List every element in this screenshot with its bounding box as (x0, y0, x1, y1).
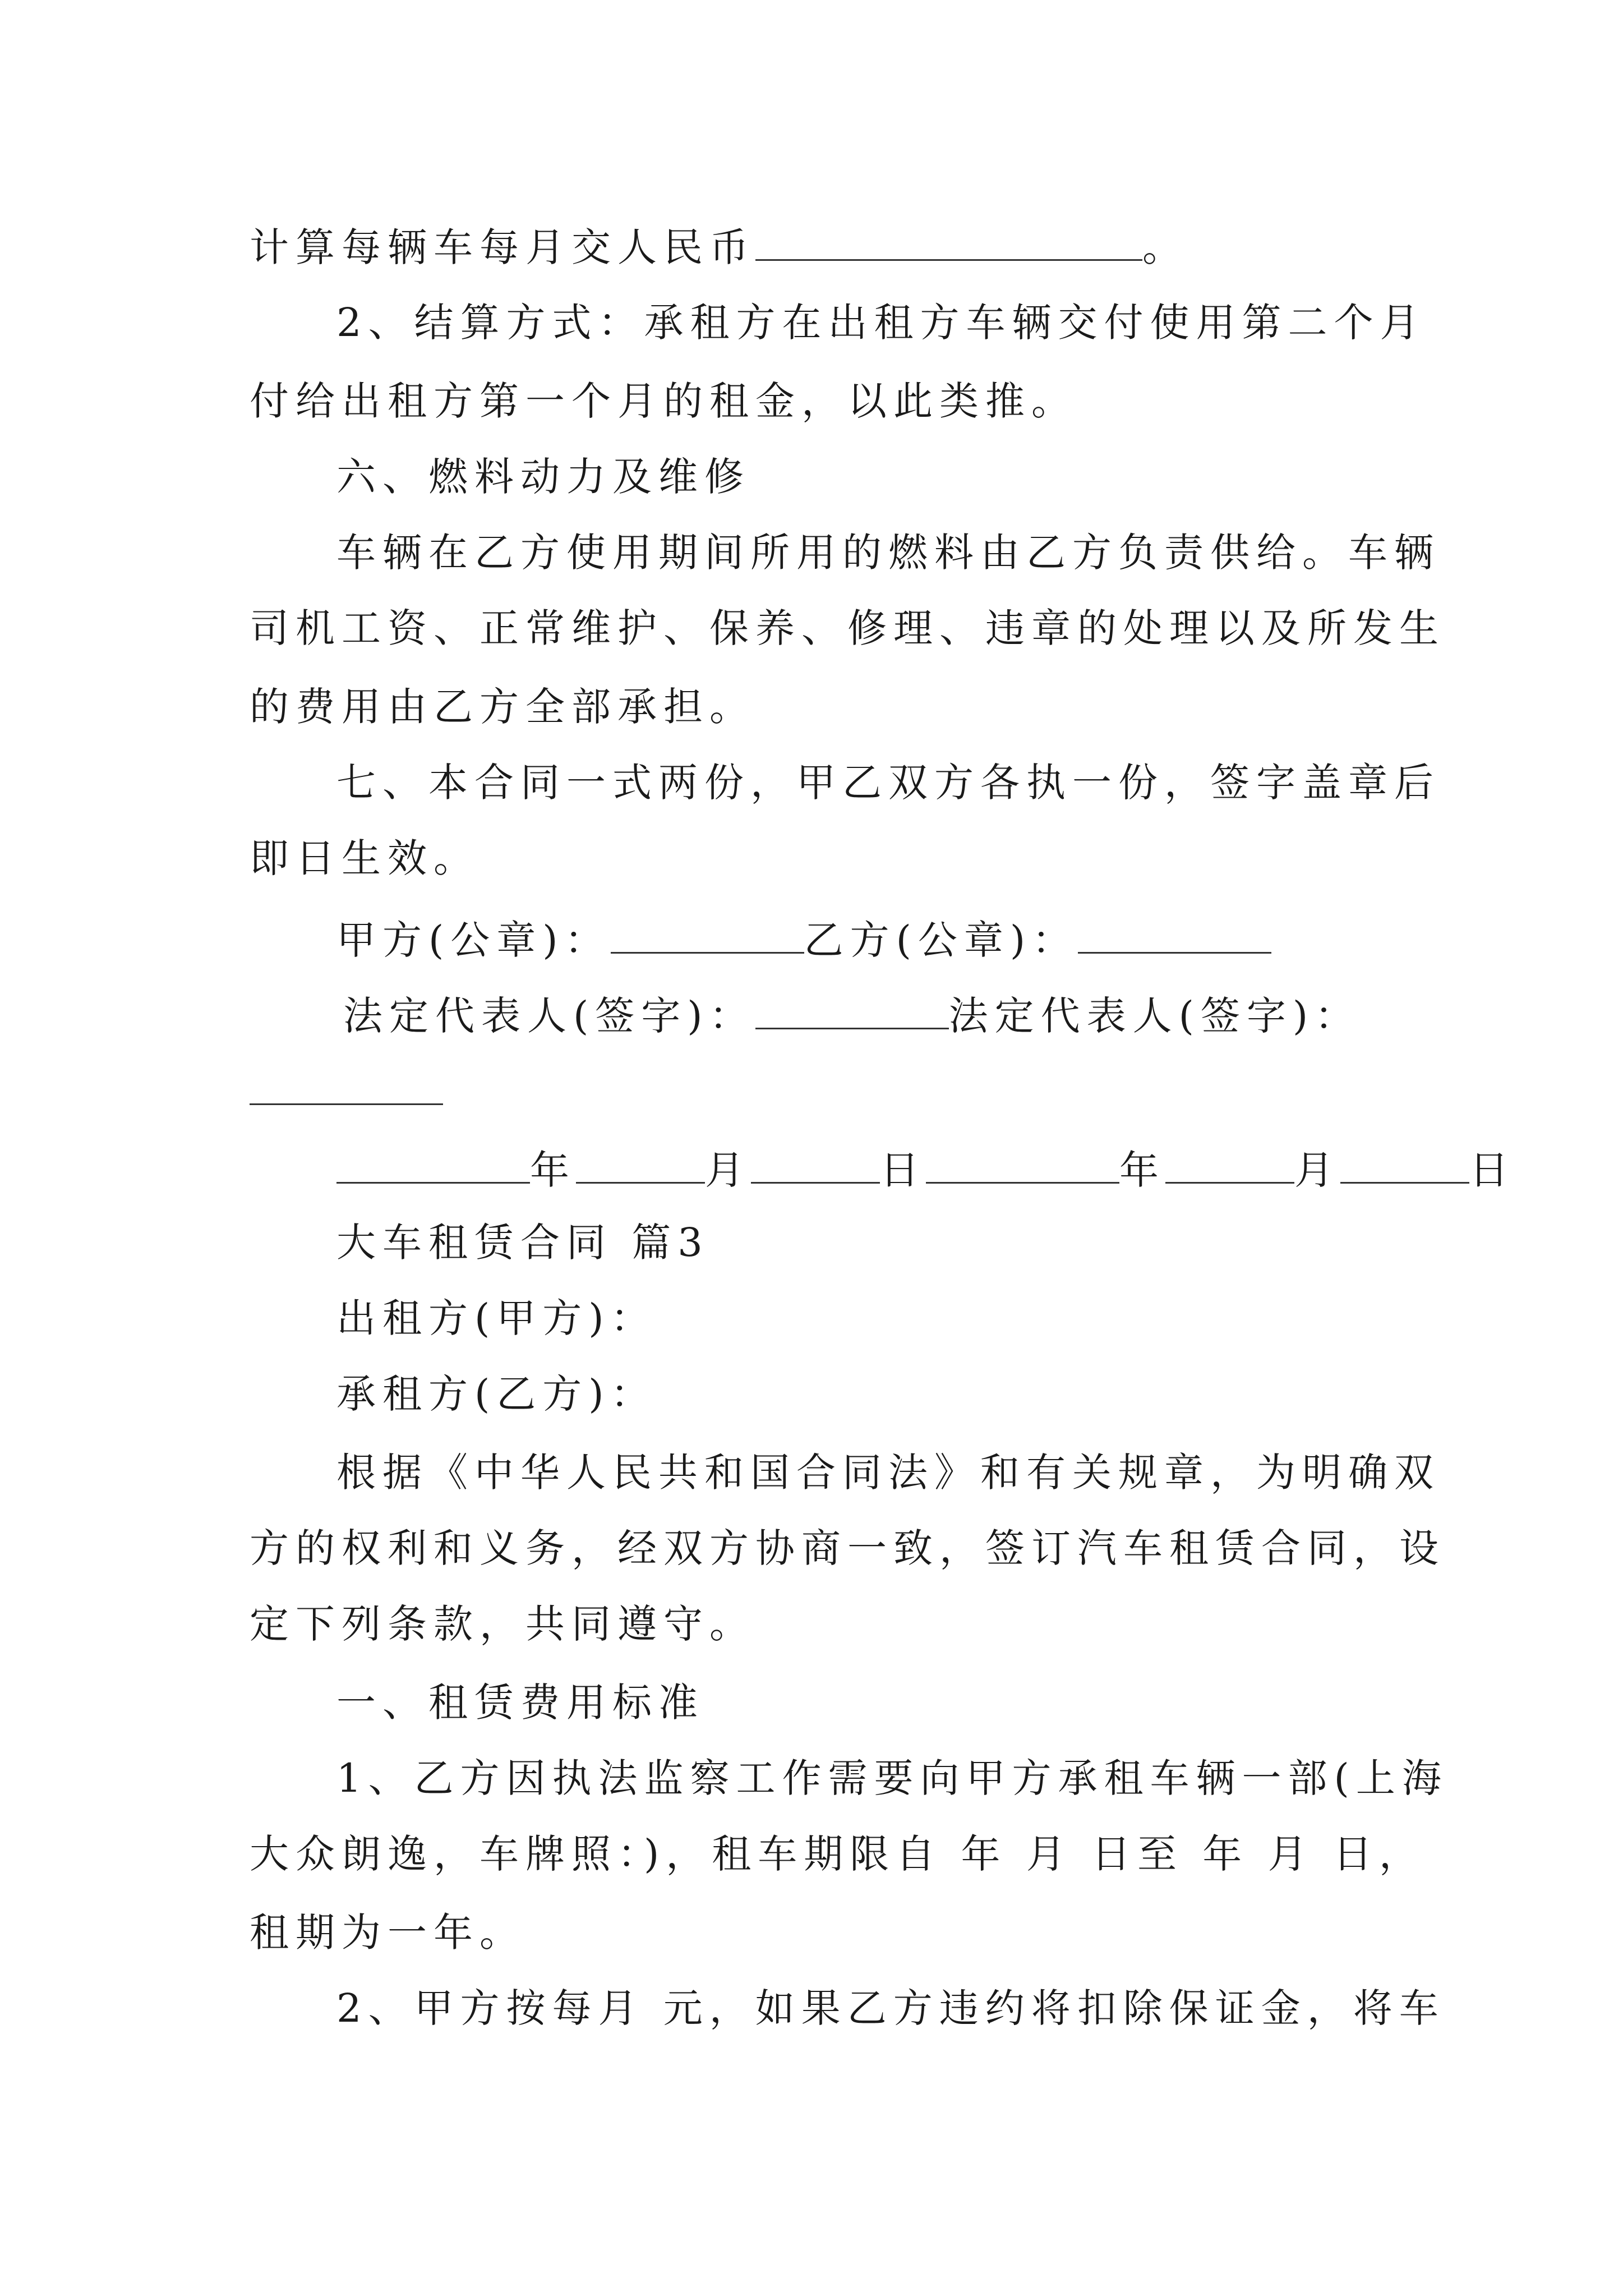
fill-blank (611, 917, 804, 954)
party-b-seal-label: 乙方(公章)： (804, 917, 1078, 963)
text-line: 大众朗逸，车牌照：)，租车期限自 年 月 日至 年 月 日， (250, 1831, 1425, 1877)
text-line (250, 224, 1188, 270)
year-label: 年 (1119, 1147, 1165, 1193)
section-heading: 一、租赁费用标准 (336, 1680, 704, 1726)
lessor-line: 出租方(甲方)： (336, 1295, 657, 1341)
text: 计算每辆车每月交人民币 (250, 224, 755, 270)
text-line: 根据《中华人民共和国合同法》和有关规章，为明确双 (336, 1450, 1440, 1496)
fill-blank (926, 1147, 1119, 1184)
text-line: 车辆在乙方使用期间所用的燃料由乙方负责供给。车辆 (336, 530, 1440, 576)
contract-title: 大车租赁合同 篇3 (336, 1220, 709, 1266)
text-line: 定下列条款，共同遵守。 (250, 1601, 755, 1647)
section-heading: 六、燃料动力及维修 (336, 454, 750, 500)
party-a-rep-label: 法定代表人(签字)： (343, 993, 755, 1039)
text: 。 (1142, 224, 1188, 270)
fill-blank (1078, 917, 1271, 954)
fill-blank (755, 993, 949, 1029)
text-line: 方的权利和义务，经双方协商一致，签订汽车租赁合同，设 (250, 1525, 1445, 1571)
fill-blank (755, 224, 1142, 261)
signature-line (336, 917, 1271, 963)
text-line: 租期为一年。 (250, 1910, 525, 1955)
fill-blank (1340, 1147, 1469, 1184)
month-label: 月 (1294, 1147, 1340, 1193)
fill-blank (751, 1147, 880, 1184)
text-line: 1、乙方因执法监察工作需要向甲方承租车辆一部(上海 (336, 1755, 1448, 1801)
text-line: 七、本合同一式两份，甲乙双方各执一份，签字盖章后 (336, 760, 1440, 806)
signature-line (250, 1069, 443, 1111)
fill-blank (576, 1147, 705, 1184)
fill-blank (1165, 1147, 1294, 1184)
year-label: 年 (530, 1147, 576, 1193)
date-line (336, 1147, 1515, 1193)
text-line: 即日生效。 (250, 835, 479, 881)
text-line: 的费用由乙方全部承担。 (250, 684, 755, 730)
month-label: 月 (705, 1147, 751, 1193)
day-label: 日 (880, 1147, 926, 1193)
text-line: 司机工资、正常维护、保养、修理、违章的处理以及所发生 (250, 605, 1445, 651)
fill-blank (250, 1069, 443, 1105)
lessee-line: 承租方(乙方)： (336, 1371, 657, 1417)
party-b-rep-label: 法定代表人(签字)： (948, 993, 1361, 1039)
signature-line (343, 993, 1361, 1039)
fill-blank (336, 1147, 530, 1184)
text-line: 2、甲方按每月 元，如果乙方违约将扣除保证金，将车 (336, 1985, 1445, 2031)
text-line: 付给出租方第一个月的租金，以此类推。 (250, 378, 1077, 424)
day-label: 日 (1469, 1147, 1515, 1193)
party-a-seal-label: 甲方(公章)： (336, 917, 611, 963)
text-line: 2、结算方式：承租方在出租方车辆交付使用第二个月 (336, 300, 1426, 346)
